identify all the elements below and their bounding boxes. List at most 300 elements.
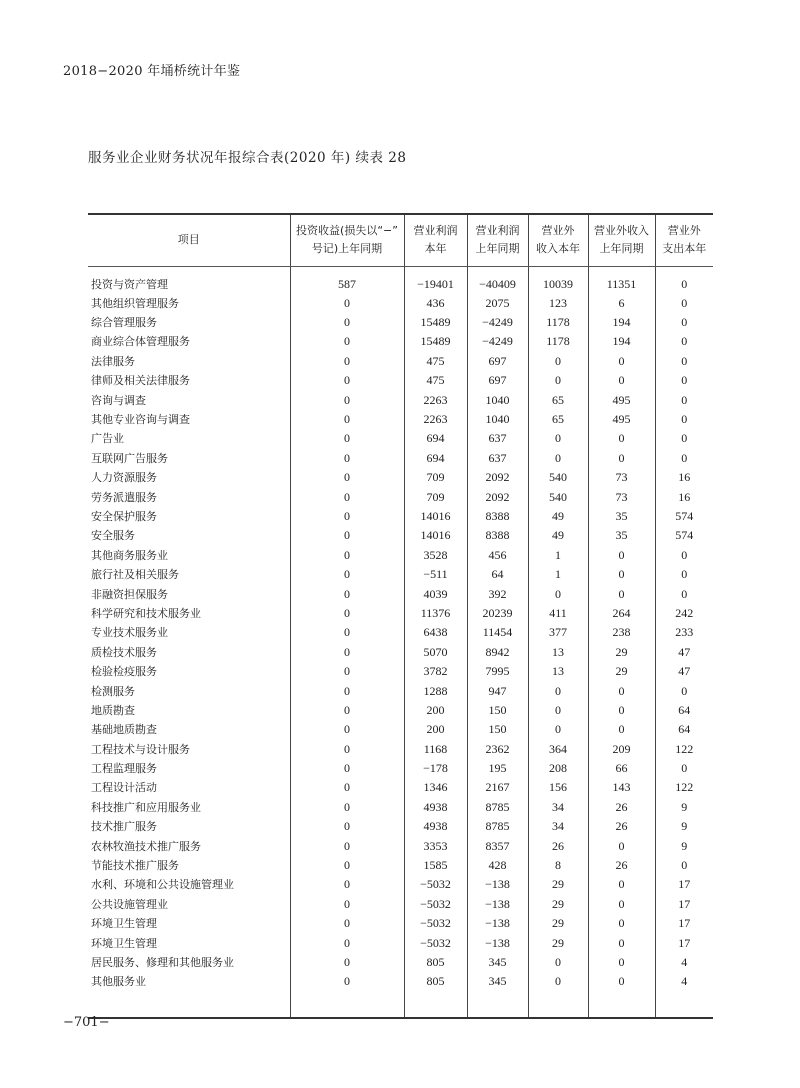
spacer-cell [404, 992, 467, 1018]
spacer-cell [467, 992, 528, 1018]
table-row [88, 604, 713, 623]
cell-non-operating-expense-current: 64 [655, 701, 713, 720]
cell-non-operating-income-current: 0 [528, 681, 588, 700]
cell-non-operating-income-current: 364 [528, 739, 588, 758]
cell-non-operating-income-prev: 0 [588, 701, 655, 720]
cell-non-operating-expense-current: 17 [655, 933, 713, 952]
cell-non-operating-income-prev: 0 [588, 895, 655, 914]
cell-operating-profit-current: 15489 [404, 313, 467, 332]
cell-investment-income-prev: 0 [290, 933, 404, 952]
column-header-line: 本年 [424, 242, 447, 256]
column-header-line: 项目 [177, 233, 200, 247]
cell-non-operating-income-current: 34 [528, 798, 588, 817]
column-header-line: 收入本年 [536, 242, 580, 256]
table-row [88, 681, 713, 700]
cell-non-operating-expense-current: 0 [655, 352, 713, 371]
cell-non-operating-expense-current: 17 [655, 895, 713, 914]
row-label: 咨询与调查 [91, 393, 146, 407]
cell-non-operating-expense-current: 0 [655, 565, 713, 584]
cell-investment-income-prev: 0 [290, 798, 404, 817]
column-header-line: 投资收益(损失以“−” [296, 224, 398, 238]
cell-operating-profit-prev: −138 [467, 933, 528, 952]
cell-non-operating-income-current: 1178 [528, 313, 588, 332]
cell-operating-profit-current: 709 [404, 468, 467, 487]
cell-operating-profit-prev: 195 [467, 759, 528, 778]
cell-operating-profit-prev: 8357 [467, 836, 528, 855]
cell-non-operating-income-prev: 0 [588, 371, 655, 390]
cell-non-operating-income-prev: 0 [588, 584, 655, 603]
table-row [88, 390, 713, 409]
cell-non-operating-income-current: 10039 [528, 266, 588, 294]
cell-non-operating-income-prev: 0 [588, 972, 655, 991]
cell-investment-income-prev: 0 [290, 953, 404, 972]
cell-non-operating-income-current: 411 [528, 604, 588, 623]
cell-non-operating-income-current: 0 [528, 953, 588, 972]
row-label: 旅行社及相关服务 [91, 568, 179, 582]
cell-operating-profit-current: 4938 [404, 817, 467, 836]
cell-investment-income-prev: 0 [290, 526, 404, 545]
cell-investment-income-prev: 0 [290, 875, 404, 894]
cell-investment-income-prev: 0 [290, 546, 404, 565]
cell-non-operating-income-prev: 73 [588, 487, 655, 506]
row-label: 技术推广服务 [91, 820, 157, 834]
cell-non-operating-income-prev: 0 [588, 429, 655, 448]
cell-non-operating-income-current: 13 [528, 643, 588, 662]
table-row [88, 352, 713, 371]
cell-operating-profit-prev: −138 [467, 875, 528, 894]
cell-operating-profit-current: 436 [404, 294, 467, 313]
cell-operating-profit-current: 805 [404, 953, 467, 972]
cell-operating-profit-prev: 150 [467, 720, 528, 739]
table-row [88, 836, 713, 855]
row-label: 基础地质勘查 [91, 723, 157, 737]
cell-operating-profit-current: 200 [404, 701, 467, 720]
cell-operating-profit-current: 1585 [404, 856, 467, 875]
cell-operating-profit-prev: −138 [467, 914, 528, 933]
cell-non-operating-income-prev: 0 [588, 546, 655, 565]
cell-investment-income-prev: 0 [290, 565, 404, 584]
table-row [88, 546, 713, 565]
cell-non-operating-expense-current: 0 [655, 332, 713, 351]
cell-non-operating-income-current: 1 [528, 546, 588, 565]
cell-non-operating-expense-current: 0 [655, 313, 713, 332]
table-row [88, 914, 713, 933]
cell-operating-profit-current: 6438 [404, 623, 467, 642]
cell-non-operating-income-prev: 26 [588, 798, 655, 817]
cell-non-operating-expense-current: 574 [655, 507, 713, 526]
cell-non-operating-income-prev: 26 [588, 856, 655, 875]
cell-investment-income-prev: 0 [290, 739, 404, 758]
table-row [88, 798, 713, 817]
column-header-non-operating-income-prev [588, 214, 655, 266]
cell-non-operating-income-current: 29 [528, 914, 588, 933]
cell-non-operating-income-prev: 29 [588, 662, 655, 681]
cell-non-operating-income-current: 65 [528, 410, 588, 429]
spacer-cell [88, 992, 290, 1018]
cell-operating-profit-prev: 7995 [467, 662, 528, 681]
cell-operating-profit-current: 475 [404, 352, 467, 371]
cell-non-operating-expense-current: 64 [655, 720, 713, 739]
row-label: 水利、环境和公共设施管理业 [91, 878, 234, 892]
cell-non-operating-income-current: 8 [528, 856, 588, 875]
cell-non-operating-income-prev: 0 [588, 352, 655, 371]
table-row [88, 623, 713, 642]
column-header-item [88, 214, 290, 266]
cell-non-operating-expense-current: 0 [655, 294, 713, 313]
row-label: 工程设计活动 [91, 781, 157, 795]
cell-investment-income-prev: 0 [290, 584, 404, 603]
cell-non-operating-income-current: 0 [528, 720, 588, 739]
spacer-cell [528, 992, 588, 1018]
cell-non-operating-income-current: 26 [528, 836, 588, 855]
cell-operating-profit-prev: 637 [467, 449, 528, 468]
spacer-cell [588, 992, 655, 1018]
cell-operating-profit-current: 1346 [404, 778, 467, 797]
row-label: 农林牧渔技术推广服务 [91, 839, 201, 853]
header-row [88, 214, 713, 266]
cell-operating-profit-current: 475 [404, 371, 467, 390]
row-label: 其他服务业 [91, 975, 146, 989]
cell-investment-income-prev: 0 [290, 332, 404, 351]
cell-investment-income-prev: 0 [290, 410, 404, 429]
cell-operating-profit-prev: 345 [467, 972, 528, 991]
cell-non-operating-income-prev: 26 [588, 817, 655, 836]
cell-non-operating-expense-current: 0 [655, 546, 713, 565]
cell-non-operating-expense-current: 9 [655, 817, 713, 836]
table-row [88, 817, 713, 836]
cell-non-operating-expense-current: 47 [655, 643, 713, 662]
row-label: 互联网广告服务 [91, 451, 168, 465]
cell-operating-profit-current: 3353 [404, 836, 467, 855]
cell-non-operating-expense-current: 122 [655, 739, 713, 758]
cell-operating-profit-current: −5032 [404, 933, 467, 952]
cell-investment-income-prev: 0 [290, 449, 404, 468]
table-row [88, 584, 713, 603]
cell-operating-profit-current: 694 [404, 429, 467, 448]
cell-investment-income-prev: 0 [290, 817, 404, 836]
cell-operating-profit-current: −5032 [404, 895, 467, 914]
cell-non-operating-income-prev: 35 [588, 526, 655, 545]
table-row [88, 662, 713, 681]
row-label: 律师及相关法律服务 [91, 374, 190, 388]
cell-non-operating-expense-current: 9 [655, 836, 713, 855]
cell-operating-profit-prev: 20239 [467, 604, 528, 623]
column-header-line: 营业利润 [413, 224, 458, 238]
row-label: 环境卫生管理 [91, 936, 157, 950]
row-label: 检验检疫服务 [91, 665, 157, 679]
cell-operating-profit-prev: 428 [467, 856, 528, 875]
table-row [88, 875, 713, 894]
cell-operating-profit-current: 4938 [404, 798, 467, 817]
cell-non-operating-income-prev: 194 [588, 332, 655, 351]
cell-non-operating-income-current: 0 [528, 429, 588, 448]
row-label: 工程监理服务 [91, 762, 157, 776]
cell-non-operating-income-current: 65 [528, 390, 588, 409]
cell-non-operating-expense-current: 4 [655, 953, 713, 972]
cell-non-operating-income-prev: 0 [588, 681, 655, 700]
cell-non-operating-income-current: 0 [528, 371, 588, 390]
cell-non-operating-income-current: 1178 [528, 332, 588, 351]
row-label: 法律服务 [91, 354, 135, 368]
table-header [88, 214, 713, 266]
cell-operating-profit-prev: −40409 [467, 266, 528, 294]
column-header-line: 营业利润 [475, 224, 520, 238]
cell-operating-profit-prev: 2362 [467, 739, 528, 758]
cell-investment-income-prev: 0 [290, 681, 404, 700]
cell-non-operating-income-current: 377 [528, 623, 588, 642]
cell-operating-profit-prev: 2092 [467, 468, 528, 487]
cell-investment-income-prev: 0 [290, 759, 404, 778]
cell-investment-income-prev: 0 [290, 662, 404, 681]
cell-non-operating-income-current: 0 [528, 584, 588, 603]
column-header-line: 上年同期 [475, 242, 520, 256]
table-row [88, 371, 713, 390]
row-label: 非融资担保服务 [91, 587, 168, 601]
table-row [88, 487, 713, 506]
row-label: 广告业 [91, 432, 124, 446]
cell-operating-profit-current: −511 [404, 565, 467, 584]
row-label: 检测服务 [91, 684, 135, 698]
cell-operating-profit-current: 15489 [404, 332, 467, 351]
page-number: −701− [63, 1015, 110, 1030]
cell-investment-income-prev: 0 [290, 836, 404, 855]
cell-non-operating-income-prev: 35 [588, 507, 655, 526]
cell-non-operating-expense-current: 233 [655, 623, 713, 642]
table-row [88, 449, 713, 468]
cell-non-operating-income-current: 13 [528, 662, 588, 681]
cell-non-operating-expense-current: 4 [655, 972, 713, 991]
cell-investment-income-prev: 0 [290, 604, 404, 623]
row-label: 公共设施管理业 [91, 897, 168, 911]
cell-non-operating-income-prev: 495 [588, 410, 655, 429]
cell-operating-profit-prev: 11454 [467, 623, 528, 642]
cell-operating-profit-prev: 2092 [467, 487, 528, 506]
row-label: 商业综合体管理服务 [91, 335, 190, 349]
cell-non-operating-income-current: 29 [528, 895, 588, 914]
cell-non-operating-expense-current: 0 [655, 584, 713, 603]
table-row [88, 294, 713, 313]
cell-non-operating-expense-current: 0 [655, 759, 713, 778]
cell-operating-profit-prev: 64 [467, 565, 528, 584]
cell-operating-profit-prev: 150 [467, 701, 528, 720]
cell-non-operating-expense-current: 0 [655, 371, 713, 390]
cell-operating-profit-prev: 8388 [467, 507, 528, 526]
financial-table [88, 213, 713, 1019]
cell-non-operating-expense-current: 9 [655, 798, 713, 817]
cell-operating-profit-current: 11376 [404, 604, 467, 623]
cell-investment-income-prev: 0 [290, 778, 404, 797]
table-row [88, 332, 713, 351]
cell-operating-profit-current: 14016 [404, 507, 467, 526]
cell-non-operating-expense-current: 17 [655, 914, 713, 933]
cell-non-operating-income-prev: 73 [588, 468, 655, 487]
cell-non-operating-income-prev: 0 [588, 953, 655, 972]
cell-non-operating-expense-current: 0 [655, 856, 713, 875]
row-label: 环境卫生管理 [91, 917, 157, 931]
cell-non-operating-income-prev: 0 [588, 720, 655, 739]
cell-non-operating-expense-current: 16 [655, 468, 713, 487]
cell-operating-profit-prev: 8942 [467, 643, 528, 662]
cell-operating-profit-prev: −4249 [467, 313, 528, 332]
table-row [88, 759, 713, 778]
cell-operating-profit-prev: 2075 [467, 294, 528, 313]
cell-operating-profit-prev: 392 [467, 584, 528, 603]
table-row [88, 313, 713, 332]
cell-non-operating-income-prev: 194 [588, 313, 655, 332]
row-label: 劳务派遣服务 [91, 490, 157, 504]
cell-operating-profit-prev: 697 [467, 371, 528, 390]
cell-non-operating-expense-current: 0 [655, 390, 713, 409]
cell-operating-profit-prev: 1040 [467, 410, 528, 429]
cell-investment-income-prev: 0 [290, 643, 404, 662]
table-row [88, 895, 713, 914]
table-row [88, 429, 713, 448]
cell-non-operating-income-prev: 6 [588, 294, 655, 313]
column-header-operating-profit-prev [467, 214, 528, 266]
cell-non-operating-income-current: 0 [528, 352, 588, 371]
cell-non-operating-income-current: 0 [528, 701, 588, 720]
cell-non-operating-expense-current: 17 [655, 875, 713, 894]
spacer-cell [655, 992, 713, 1018]
cell-operating-profit-current: 4039 [404, 584, 467, 603]
column-header-line: 号记)上年同期 [311, 242, 383, 256]
cell-operating-profit-current: −19401 [404, 266, 467, 294]
cell-non-operating-income-current: 34 [528, 817, 588, 836]
column-header-investment-income-prev [290, 214, 404, 266]
cell-non-operating-income-prev: 0 [588, 836, 655, 855]
column-header-line: 营业外收入 [594, 224, 649, 238]
row-label: 安全服务 [91, 529, 135, 543]
table-row [88, 643, 713, 662]
column-header-operating-profit-current [404, 214, 467, 266]
table-row [88, 720, 713, 739]
cell-non-operating-income-prev: 209 [588, 739, 655, 758]
cell-non-operating-expense-current: 242 [655, 604, 713, 623]
cell-investment-income-prev: 0 [290, 623, 404, 642]
cell-non-operating-expense-current: 0 [655, 449, 713, 468]
column-header-line: 支出本年 [662, 242, 707, 256]
cell-non-operating-income-prev: 11351 [588, 266, 655, 294]
cell-non-operating-income-current: 0 [528, 972, 588, 991]
cell-investment-income-prev: 0 [290, 294, 404, 313]
cell-non-operating-income-current: 540 [528, 487, 588, 506]
column-header-non-operating-income-current [528, 214, 588, 266]
row-label: 其他商务服务业 [91, 548, 168, 562]
cell-non-operating-expense-current: 574 [655, 526, 713, 545]
cell-investment-income-prev: 0 [290, 429, 404, 448]
table-row [88, 468, 713, 487]
cell-non-operating-income-prev: 0 [588, 875, 655, 894]
cell-non-operating-income-current: 29 [528, 933, 588, 952]
cell-non-operating-income-prev: 143 [588, 778, 655, 797]
row-label: 综合管理服务 [91, 316, 157, 330]
row-label: 科技推广和应用服务业 [91, 800, 201, 814]
row-label: 工程技术与设计服务 [91, 742, 190, 756]
cell-non-operating-income-prev: 0 [588, 933, 655, 952]
row-label: 科学研究和技术服务业 [91, 606, 201, 620]
table-row [88, 701, 713, 720]
cell-investment-income-prev: 0 [290, 856, 404, 875]
cell-investment-income-prev: 0 [290, 720, 404, 739]
cell-non-operating-income-current: 540 [528, 468, 588, 487]
cell-operating-profit-current: −5032 [404, 875, 467, 894]
cell-non-operating-expense-current: 47 [655, 662, 713, 681]
cell-non-operating-income-prev: 264 [588, 604, 655, 623]
cell-operating-profit-current: 694 [404, 449, 467, 468]
cell-operating-profit-prev: 8785 [467, 798, 528, 817]
cell-operating-profit-prev: 8388 [467, 526, 528, 545]
cell-investment-income-prev: 0 [290, 371, 404, 390]
cell-non-operating-income-prev: 0 [588, 449, 655, 468]
cell-operating-profit-prev: 637 [467, 429, 528, 448]
cell-non-operating-income-current: 49 [528, 526, 588, 545]
cell-investment-income-prev: 0 [290, 352, 404, 371]
column-header-line: 营业外 [667, 224, 701, 238]
table-row [88, 933, 713, 952]
table-row [88, 410, 713, 429]
column-header-line: 营业外 [541, 224, 575, 238]
cell-non-operating-income-prev: 0 [588, 914, 655, 933]
table-row [88, 856, 713, 875]
cell-non-operating-expense-current: 122 [655, 778, 713, 797]
row-label: 质检技术服务 [91, 645, 157, 659]
cell-non-operating-income-current: 1 [528, 565, 588, 584]
cell-operating-profit-prev: 456 [467, 546, 528, 565]
cell-non-operating-income-current: 156 [528, 778, 588, 797]
cell-operating-profit-prev: 345 [467, 953, 528, 972]
cell-operating-profit-current: 805 [404, 972, 467, 991]
spacer-cell [290, 992, 404, 1018]
cell-non-operating-expense-current: 0 [655, 429, 713, 448]
table-row [88, 953, 713, 972]
row-label: 节能技术推广服务 [91, 859, 179, 873]
cell-operating-profit-current: 1288 [404, 681, 467, 700]
cell-non-operating-income-prev: 238 [588, 623, 655, 642]
cell-operating-profit-current: 3782 [404, 662, 467, 681]
cell-operating-profit-current: 2263 [404, 390, 467, 409]
row-label: 居民服务、修理和其他服务业 [91, 955, 234, 969]
cell-investment-income-prev: 0 [290, 914, 404, 933]
cell-non-operating-income-prev: 29 [588, 643, 655, 662]
cell-non-operating-income-prev: 0 [588, 565, 655, 584]
table-row [88, 266, 713, 294]
cell-operating-profit-prev: 8785 [467, 817, 528, 836]
cell-operating-profit-prev: −138 [467, 895, 528, 914]
cell-non-operating-income-current: 29 [528, 875, 588, 894]
cell-operating-profit-current: −178 [404, 759, 467, 778]
cell-operating-profit-current: 2263 [404, 410, 467, 429]
table-row [88, 507, 713, 526]
cell-operating-profit-prev: 2167 [467, 778, 528, 797]
row-label: 专业技术服务业 [91, 626, 168, 640]
cell-operating-profit-prev: 1040 [467, 390, 528, 409]
row-label: 安全保护服务 [91, 509, 157, 523]
table-title: 服务业企业财务状况年报综合表(2020 年) 续表 28 [88, 150, 407, 166]
cell-non-operating-income-prev: 495 [588, 390, 655, 409]
table-bottom-spacer [88, 992, 713, 1018]
cell-non-operating-expense-current: 16 [655, 487, 713, 506]
cell-non-operating-income-current: 208 [528, 759, 588, 778]
cell-non-operating-income-current: 49 [528, 507, 588, 526]
cell-investment-income-prev: 0 [290, 507, 404, 526]
cell-operating-profit-current: −5032 [404, 914, 467, 933]
cell-operating-profit-current: 1168 [404, 739, 467, 758]
cell-investment-income-prev: 0 [290, 487, 404, 506]
column-header-non-operating-expense-current [655, 214, 713, 266]
running-head: 2018−2020 年埇桥统计年鉴 [63, 64, 241, 79]
cell-investment-income-prev: 587 [290, 266, 404, 294]
table-row [88, 739, 713, 758]
